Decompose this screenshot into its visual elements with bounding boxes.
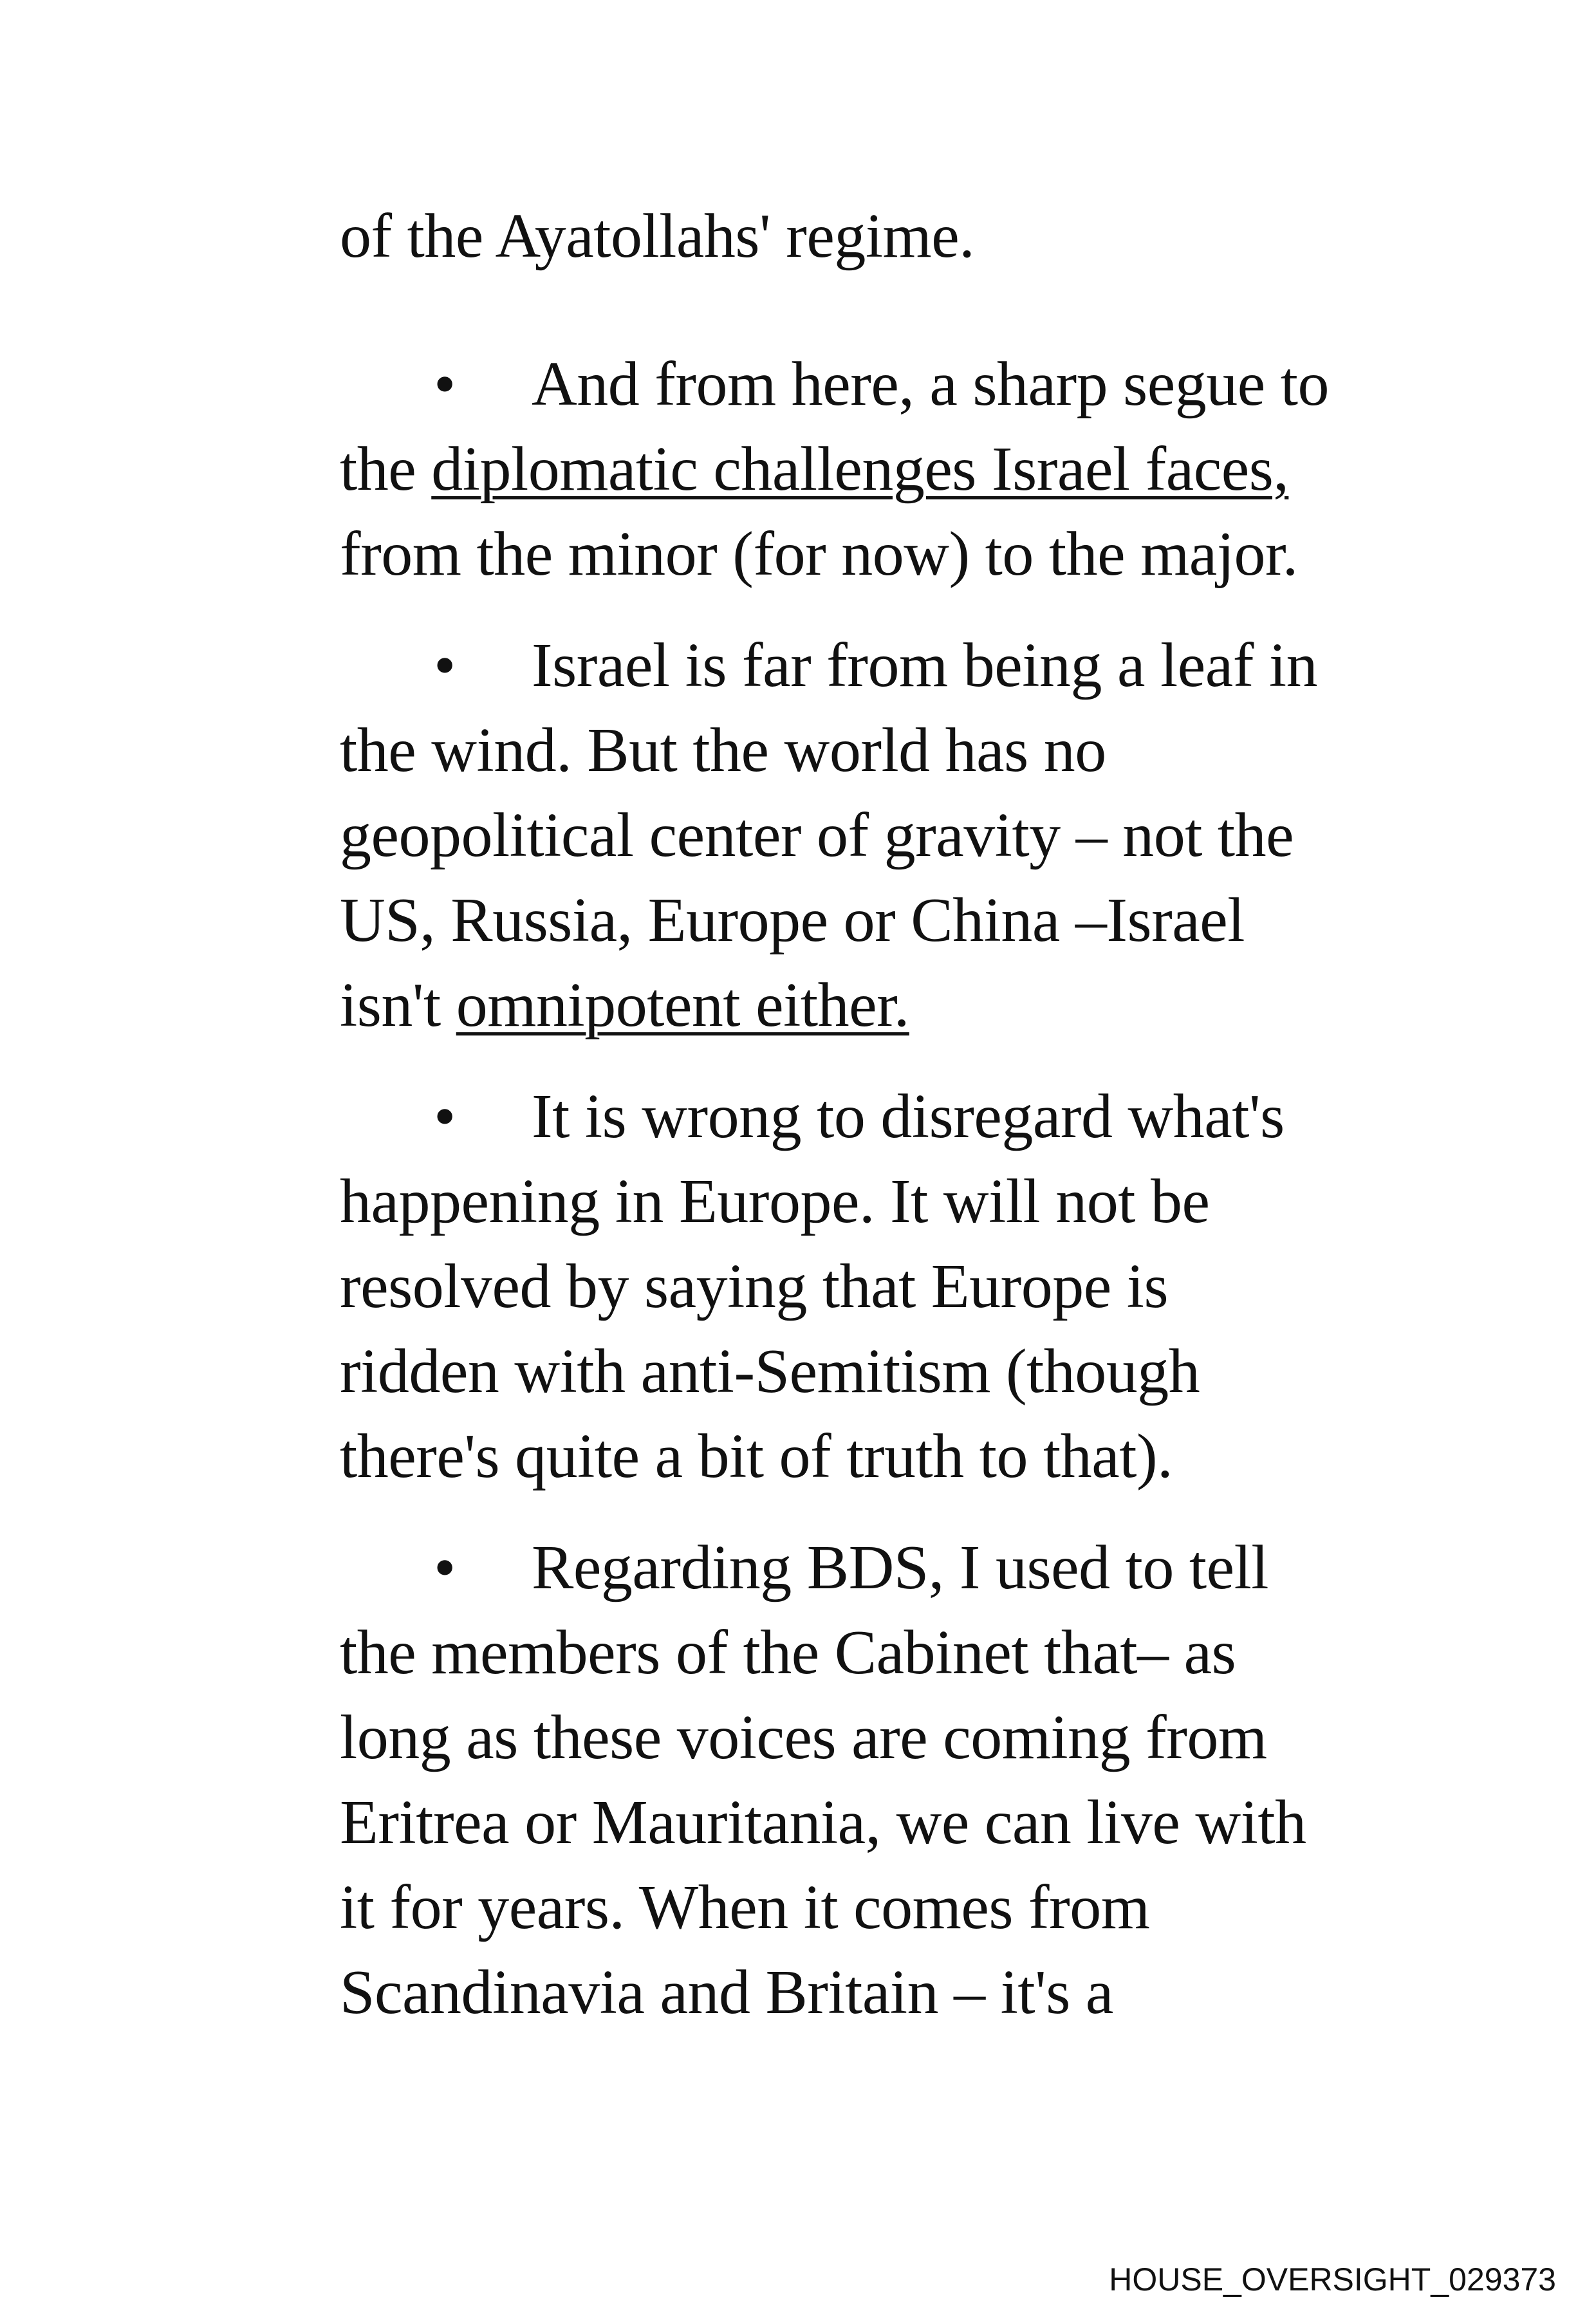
text-line <box>340 434 1289 504</box>
bullet-icon: • <box>434 1082 456 1151</box>
text-line: there's quite a bit of truth to that). <box>340 1422 1173 1491</box>
text-line <box>340 970 909 1040</box>
text-line: resolved by saying that Europe is <box>340 1252 1169 1321</box>
text-line: it for years. When it comes from <box>340 1873 1150 1942</box>
document-id-footer: HOUSE_OVERSIGHT_029373 <box>1109 2261 1556 2297</box>
text-line: US, Russia, Europe or China –Israel <box>340 886 1245 955</box>
underlined-phrase: diplomatic challenges Israel faces, <box>431 434 1289 504</box>
text-segment: the <box>340 434 432 504</box>
bullet-text: Regarding BDS, I used to tell <box>532 1533 1269 1602</box>
text-line: from the minor (for now) to the major. <box>340 519 1298 589</box>
underlined-phrase: omnipotent either. <box>456 970 909 1040</box>
text-segment: isn't <box>340 970 456 1040</box>
bullet-icon: • <box>434 631 456 700</box>
text-line: long as these voices are coming from <box>340 1703 1267 1772</box>
bullet-text: Israel is far from being a leaf in <box>532 631 1318 700</box>
text-line: happening in Europe. It will not be <box>340 1167 1210 1236</box>
bullet-icon: • <box>434 349 456 419</box>
text-line: Eritrea or Mauritania, we can live with <box>340 1788 1306 1857</box>
bullet-icon: • <box>434 1533 456 1602</box>
bullet-text: It is wrong to disregard what's <box>532 1082 1285 1151</box>
bullet-text: And from here, a sharp segue to <box>532 349 1330 419</box>
text-line: ridden with anti-Semitism (though <box>340 1337 1200 1406</box>
text-line: Scandinavia and Britain – it's a <box>340 1958 1113 2027</box>
text-line: geopolitical center of gravity – not the <box>340 801 1294 870</box>
text-line: the members of the Cabinet that– as <box>340 1618 1236 1687</box>
text-line: the wind. But the world has no <box>340 716 1106 785</box>
text-line: of the Ayatollahs' regime. <box>340 201 975 271</box>
